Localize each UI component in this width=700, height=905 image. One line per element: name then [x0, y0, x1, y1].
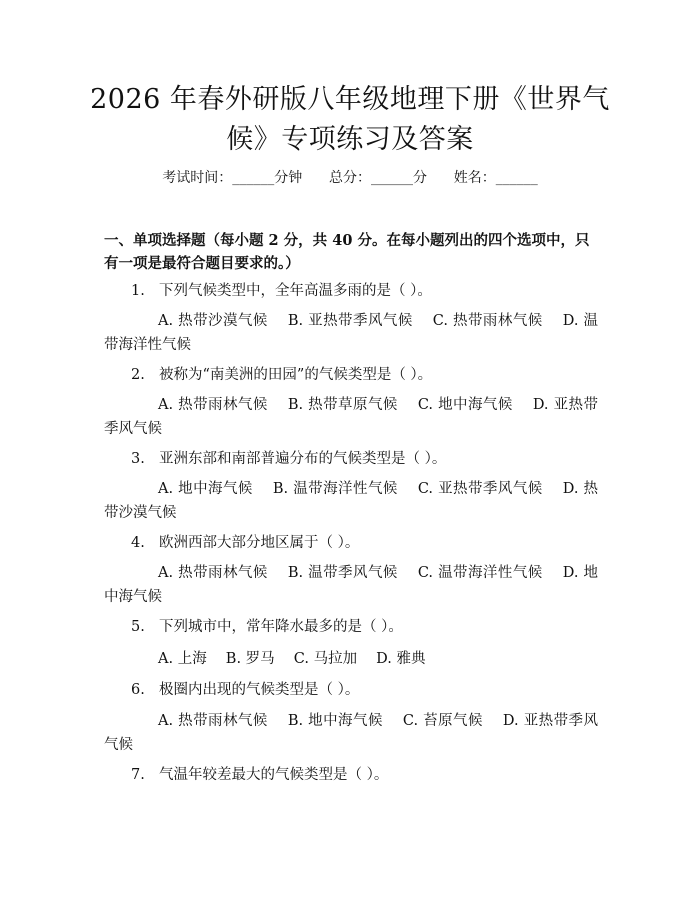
exam-info — [0, 168, 700, 188]
question-text: 欧洲西部大部分地区属于（ ）。 — [159, 535, 360, 551]
page-title — [90, 80, 610, 160]
question-number: 3. — [131, 451, 145, 467]
exam-time-field: 考试时间：______分钟 — [162, 170, 303, 186]
question-2-options: A. 热带雨林气候 B. 热带草原气候 C. 地中海气候 D. 亚热带季风气候 — [104, 397, 598, 437]
section-heading: 一、单项选择题（每小题 2 分，共 40 分。在每小题列出的四个选项中，只有一项是最符合题目要求的。） — [104, 232, 590, 272]
student-name-field: 姓名：______ — [453, 170, 538, 186]
question-4-options: A. 热带雨林气候 B. 温带季风气候 C. 温带海洋性气候 D. 地中海气候 — [104, 565, 598, 605]
question-6 — [131, 679, 601, 701]
question-number: 2. — [131, 367, 145, 383]
question-3-options: A. 地中海气候 B. 温带海洋性气候 C. 亚热带季风气候 D. 热带沙漠气候 — [104, 481, 598, 521]
question-5 — [131, 616, 601, 638]
question-number: 6. — [131, 682, 145, 698]
question-number: 5. — [131, 619, 145, 635]
question-text: 亚洲东部和南部普遍分布的气候类型是（ ）。 — [159, 451, 447, 467]
title-line-1: 2026 年春外研版八年级地理下册《世界气 — [90, 84, 610, 115]
question-1 — [131, 280, 601, 302]
question-6-options: A. 热带雨林气候 B. 地中海气候 C. 苔原气候 D. 亚热带季风气候 — [104, 713, 598, 753]
title-line-2: 候》专项练习及答案 — [226, 124, 474, 155]
question-number: 7. — [131, 767, 145, 783]
question-2 — [131, 364, 601, 386]
question-number: 4. — [131, 535, 145, 551]
question-number: 1. — [131, 283, 145, 299]
question-text: 下列城市中，常年降水最多的是（ ）。 — [159, 619, 403, 635]
question-4 — [131, 532, 601, 554]
total-score-field: 总分：______分 — [329, 170, 427, 186]
question-7 — [131, 764, 601, 786]
question-3 — [131, 448, 601, 470]
question-1-options: A. 热带沙漠气候 B. 亚热带季风气候 C. 热带雨林气候 D. 温带海洋性气候 — [104, 313, 598, 353]
question-text: 下列气候类型中，全年高温多雨的是（ ）。 — [159, 283, 432, 299]
question-text: 极圈内出现的气候类型是（ ）。 — [159, 682, 360, 698]
question-text: 气温年较差最大的气候类型是（ ）。 — [159, 767, 389, 783]
question-text: 被称为“南美洲的田园”的气候类型是（ ）。 — [159, 367, 433, 383]
question-5-options: A. 上海 B. 罗马 C. 马拉加 D. 雅典 — [158, 651, 426, 667]
